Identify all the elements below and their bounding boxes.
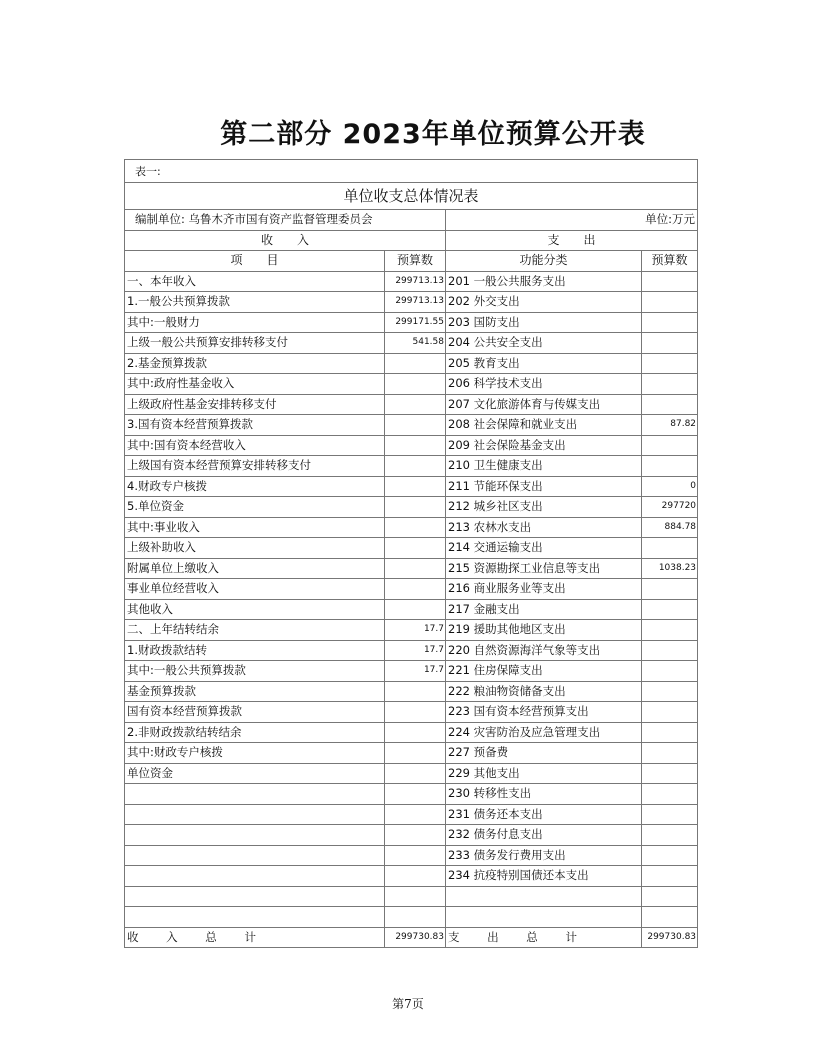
expense-amount-cell (642, 374, 698, 395)
table-row (125, 517, 698, 538)
expense-function-cell: 217 金融支出 (446, 599, 642, 620)
expense-amount-cell (642, 292, 698, 313)
income-item-cell: 2.基金预算拨款 (125, 353, 385, 374)
income-item-cell (125, 866, 385, 887)
expense-amount-cell (642, 353, 698, 374)
income-amount-cell (385, 743, 446, 764)
income-item-cell: 上级一般公共预算安排转移支付 (125, 333, 385, 354)
income-amount-cell: 299713.13 (385, 292, 446, 313)
income-amount-cell (385, 845, 446, 866)
expense-function-cell: 203 国防支出 (446, 312, 642, 333)
table-row (125, 886, 698, 907)
income-item-cell: 一、本年收入 (125, 271, 385, 292)
expense-function-cell: 206 科学技术支出 (446, 374, 642, 395)
table-row (125, 845, 698, 866)
table-row (125, 558, 698, 579)
expense-function-cell: 205 教育支出 (446, 353, 642, 374)
page-number: 第7页 (392, 997, 424, 1011)
expense-function-cell: 209 社会保险基金支出 (446, 435, 642, 456)
income-item-cell: 二、上年结转结余 (125, 620, 385, 641)
income-amount-cell (385, 456, 446, 477)
expense-amount-cell (642, 394, 698, 415)
expense-function-cell: 201 一般公共服务支出 (446, 271, 642, 292)
column-header-budget: 预算数 (385, 251, 446, 272)
income-item-cell: 其中:国有资本经营收入 (125, 435, 385, 456)
income-amount-cell (385, 415, 446, 436)
expense-function-cell: 207 文化旅游体育与传媒支出 (446, 394, 642, 415)
income-item-cell: 3.国有资本经营预算拨款 (125, 415, 385, 436)
expense-function-cell: 220 自然资源海洋气象等支出 (446, 640, 642, 661)
expense-function-cell: 224 灾害防治及应急管理支出 (446, 722, 642, 743)
income-amount-cell (385, 907, 446, 928)
expense-amount-cell (642, 907, 698, 928)
expense-amount-cell (642, 722, 698, 743)
expense-amount-cell (642, 271, 698, 292)
expense-amount-cell (642, 538, 698, 559)
income-item-cell: 4.财政专户核拨 (125, 476, 385, 497)
expense-amount-cell (642, 825, 698, 846)
income-item-cell: 其中:一般财力 (125, 312, 385, 333)
total-income-label: 收 入 总 计 (125, 927, 385, 948)
income-item-cell (125, 886, 385, 907)
budget-summary-table (124, 159, 698, 948)
expense-amount-cell (642, 681, 698, 702)
income-amount-cell (385, 435, 446, 456)
expense-function-cell: 213 农林水支出 (446, 517, 642, 538)
expense-amount-cell: 87.82 (642, 415, 698, 436)
table-row (125, 292, 698, 313)
expense-function-cell: 208 社会保障和就业支出 (446, 415, 642, 436)
income-item-cell: 1.财政拨款结转 (125, 640, 385, 661)
income-amount-cell: 17.7 (385, 620, 446, 641)
table-row (125, 579, 698, 600)
income-item-cell (125, 784, 385, 805)
expense-function-cell: 221 住房保障支出 (446, 661, 642, 682)
table-row (125, 743, 698, 764)
expense-function-cell: 234 抗疫特别国债还本支出 (446, 866, 642, 887)
expense-amount-cell (642, 640, 698, 661)
expense-amount-cell (642, 804, 698, 825)
expense-amount-cell (642, 599, 698, 620)
income-amount-cell (385, 497, 446, 518)
expense-amount-cell: 884.78 (642, 517, 698, 538)
table-row (125, 661, 698, 682)
income-item-cell (125, 804, 385, 825)
expense-amount-cell (642, 763, 698, 784)
expense-amount-cell (642, 743, 698, 764)
table-row (125, 353, 698, 374)
expense-amount-cell (642, 579, 698, 600)
income-item-cell: 国有资本经营预算拨款 (125, 702, 385, 723)
table-row (125, 640, 698, 661)
income-amount-cell (385, 394, 446, 415)
expense-function-cell: 231 债务还本支出 (446, 804, 642, 825)
income-amount-cell (385, 353, 446, 374)
table-row (125, 784, 698, 805)
expense-amount-cell (642, 456, 698, 477)
table-row (125, 907, 698, 928)
table-row (125, 271, 698, 292)
income-item-cell: 其中:事业收入 (125, 517, 385, 538)
page-title: 第二部分 2023年单位预算公开表 (220, 119, 646, 150)
income-item-cell (125, 907, 385, 928)
column-header-budget2: 预算数 (642, 251, 698, 272)
income-amount-cell: 541.58 (385, 333, 446, 354)
income-item-cell (125, 845, 385, 866)
expense-amount-cell (642, 702, 698, 723)
table-row (125, 435, 698, 456)
income-item-cell: 上级国有资本经营预算安排转移支付 (125, 456, 385, 477)
expense-function-cell (446, 907, 642, 928)
income-item-cell: 附属单位上缴收入 (125, 558, 385, 579)
income-amount-cell (385, 722, 446, 743)
column-header-function: 功能分类 (446, 251, 642, 272)
income-item-cell: 事业单位经营收入 (125, 579, 385, 600)
column-header-item: 项 目 (125, 251, 385, 272)
amount-unit: 单位:万元 (446, 210, 698, 231)
income-amount-cell (385, 579, 446, 600)
income-amount-cell (385, 804, 446, 825)
table-row (125, 825, 698, 846)
table-row (125, 620, 698, 641)
income-amount-cell (385, 374, 446, 395)
income-item-cell: 基金预算拨款 (125, 681, 385, 702)
expense-function-cell: 229 其他支出 (446, 763, 642, 784)
expense-amount-cell (642, 784, 698, 805)
income-amount-cell (385, 599, 446, 620)
expense-amount-cell (642, 866, 698, 887)
total-expense-value: 299730.83 (642, 927, 698, 948)
income-item-cell: 其中:政府性基金收入 (125, 374, 385, 395)
expense-function-cell: 227 预备费 (446, 743, 642, 764)
expense-function-cell: 222 粮油物资储备支出 (446, 681, 642, 702)
expense-function-cell: 232 债务付息支出 (446, 825, 642, 846)
table-row (125, 333, 698, 354)
expense-function-cell: 204 公共安全支出 (446, 333, 642, 354)
expense-function-cell: 214 交通运输支出 (446, 538, 642, 559)
income-header: 收 入 (125, 230, 446, 251)
expense-function-cell: 211 节能环保支出 (446, 476, 642, 497)
income-amount-cell (385, 476, 446, 497)
expense-function-cell: 216 商业服务业等支出 (446, 579, 642, 600)
expense-function-cell: 212 城乡社区支出 (446, 497, 642, 518)
compiling-unit: 编制单位: 乌鲁木齐市国有资产监督管理委员会 (125, 210, 446, 231)
income-amount-cell (385, 763, 446, 784)
expense-function-cell: 233 债务发行费用支出 (446, 845, 642, 866)
income-amount-cell (385, 866, 446, 887)
income-item-cell: 上级补助收入 (125, 538, 385, 559)
income-amount-cell (385, 558, 446, 579)
total-income-value: 299730.83 (385, 927, 446, 948)
income-amount-cell (385, 784, 446, 805)
income-amount-cell (385, 538, 446, 559)
expense-amount-cell (642, 333, 698, 354)
expense-function-cell: 210 卫生健康支出 (446, 456, 642, 477)
income-item-cell: 2.非财政拨款结转结余 (125, 722, 385, 743)
income-amount-cell: 299713.13 (385, 271, 446, 292)
expense-amount-cell (642, 435, 698, 456)
income-item-cell: 其中:一般公共预算拨款 (125, 661, 385, 682)
expense-function-cell (446, 886, 642, 907)
table-row (125, 476, 698, 497)
income-amount-cell (385, 702, 446, 723)
expense-function-cell: 223 国有资本经营预算支出 (446, 702, 642, 723)
table-row (125, 866, 698, 887)
table-title: 单位收支总体情况表 (125, 183, 698, 210)
table-row (125, 497, 698, 518)
table-row (125, 415, 698, 436)
expense-amount-cell: 0 (642, 476, 698, 497)
income-amount-cell (385, 825, 446, 846)
table-row (125, 702, 698, 723)
expense-amount-cell (642, 620, 698, 641)
table-row (125, 599, 698, 620)
expense-header: 支 出 (446, 230, 698, 251)
expense-amount-cell (642, 312, 698, 333)
income-item-cell: 上级政府性基金安排转移支付 (125, 394, 385, 415)
expense-amount-cell: 1038.23 (642, 558, 698, 579)
expense-amount-cell (642, 886, 698, 907)
table-row (125, 312, 698, 333)
table-row (125, 722, 698, 743)
income-amount-cell (385, 517, 446, 538)
income-amount-cell: 17.7 (385, 661, 446, 682)
table-row (125, 681, 698, 702)
income-item-cell: 其中:财政专户核拨 (125, 743, 385, 764)
expense-function-cell: 215 资源勘探工业信息等支出 (446, 558, 642, 579)
expense-amount-cell (642, 661, 698, 682)
expense-function-cell: 219 援助其他地区支出 (446, 620, 642, 641)
income-item-cell: 其他收入 (125, 599, 385, 620)
income-item-cell: 5.单位资金 (125, 497, 385, 518)
income-amount-cell (385, 886, 446, 907)
table-row (125, 763, 698, 784)
table-row (125, 394, 698, 415)
expense-amount-cell: 297720 (642, 497, 698, 518)
table-row (125, 804, 698, 825)
expense-function-cell: 202 外交支出 (446, 292, 642, 313)
income-item-cell: 1.一般公共预算拨款 (125, 292, 385, 313)
expense-function-cell: 230 转移性支出 (446, 784, 642, 805)
income-item-cell: 单位资金 (125, 763, 385, 784)
income-item-cell (125, 825, 385, 846)
income-amount-cell: 17.7 (385, 640, 446, 661)
income-amount-cell: 299171.55 (385, 312, 446, 333)
table-row (125, 374, 698, 395)
income-amount-cell (385, 681, 446, 702)
table-number: 表一: (125, 160, 698, 183)
expense-amount-cell (642, 845, 698, 866)
table-row (125, 456, 698, 477)
table-row (125, 538, 698, 559)
total-expense-label: 支 出 总 计 (446, 927, 642, 948)
